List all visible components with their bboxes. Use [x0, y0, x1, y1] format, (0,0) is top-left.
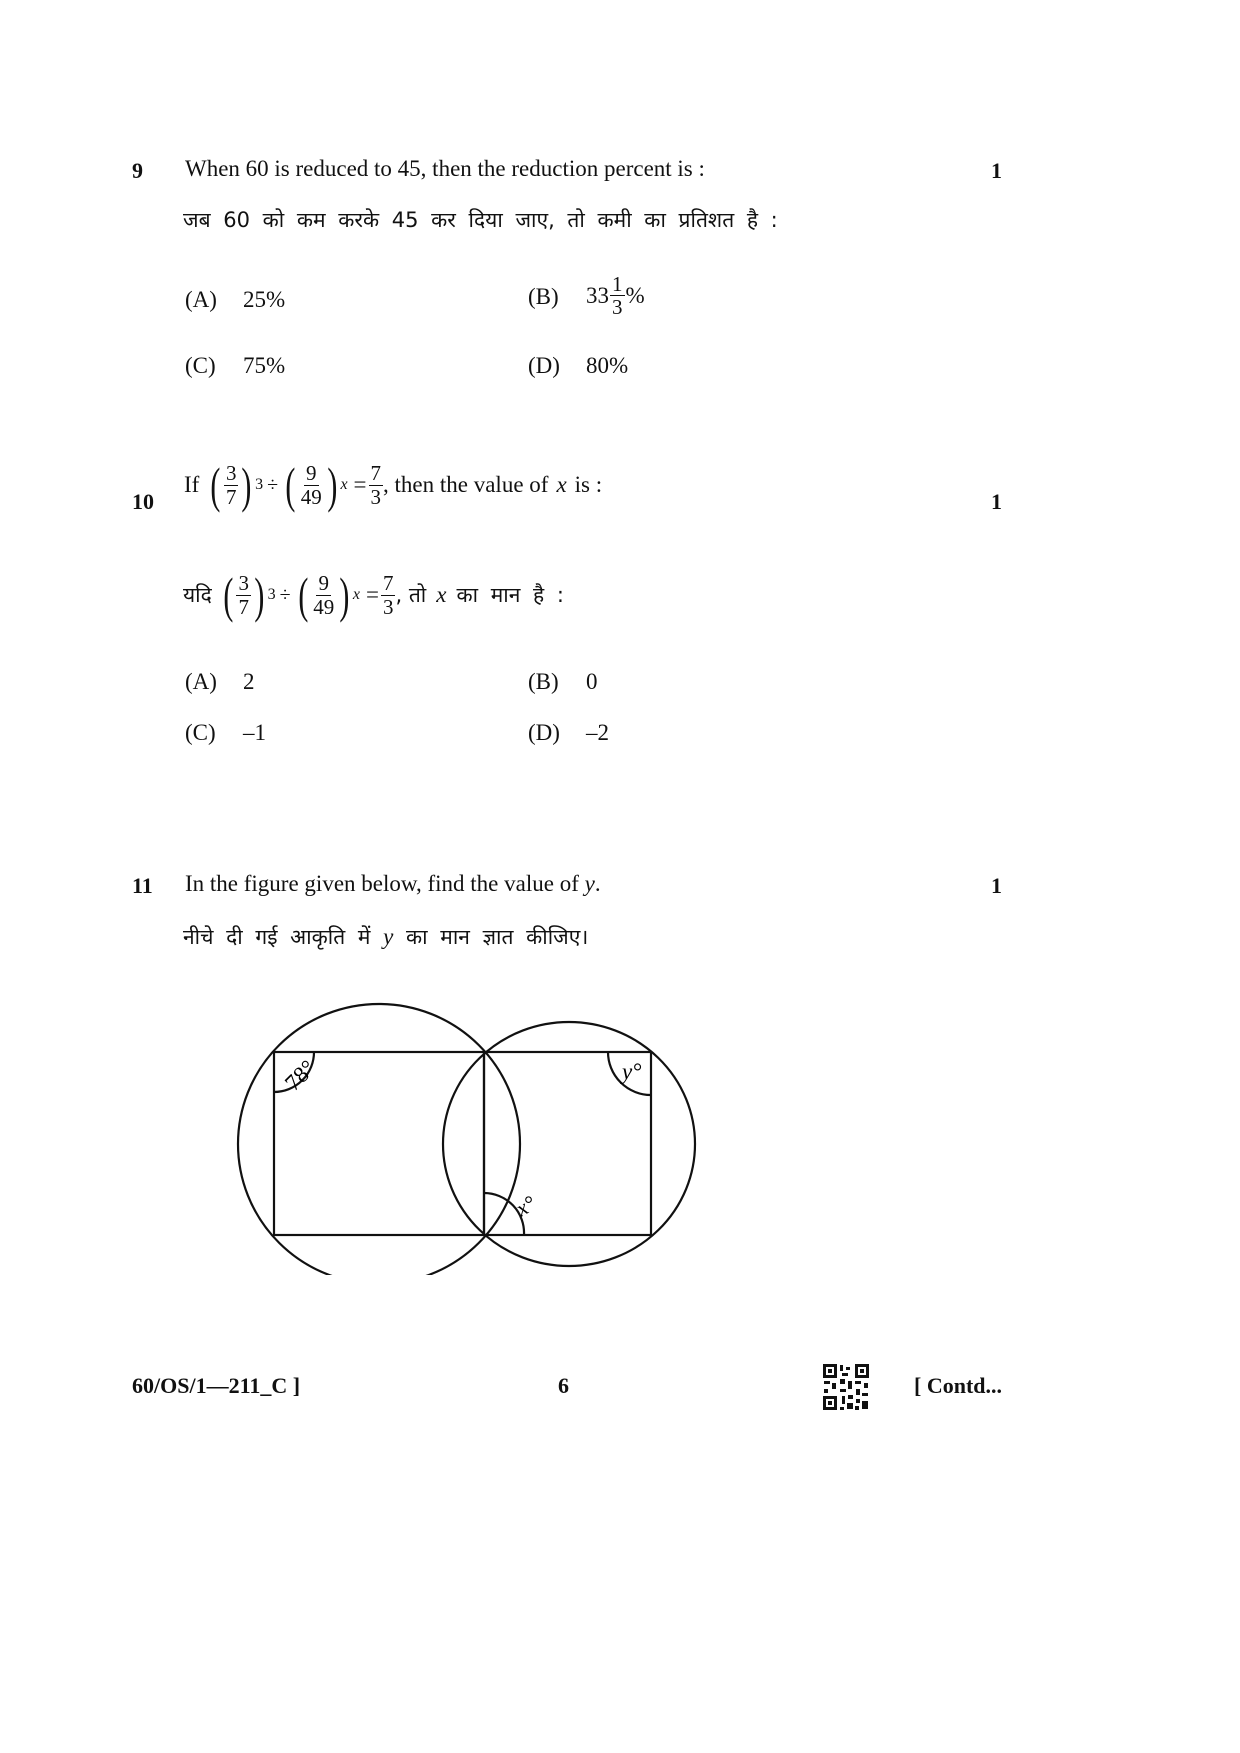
question-11-number: 11	[132, 873, 153, 898]
fraction-7-3: $\frac{7}{3}$	[370, 461, 382, 509]
fraction-3-7: $\frac{3}{7}$	[225, 461, 237, 509]
angle-label-y: y°	[622, 1059, 642, 1084]
q9-option-b[interactable]	[528, 273, 645, 318]
mixed-fraction: $\frac{1}{3}$	[612, 272, 623, 320]
option-label: (D)	[528, 720, 560, 745]
option-value: 0	[586, 669, 598, 694]
option-label: (C)	[185, 353, 216, 378]
mixed-whole: 33	[586, 282, 609, 308]
question-9-text-hindi: जब 60 को कम करके 45 कर दिया जाए, तो कमी का प्रतिशत है :	[183, 208, 778, 232]
question-11-marks: 1	[991, 873, 1002, 898]
option-value: –1	[243, 720, 266, 745]
question-10-number: 10	[132, 489, 154, 514]
qr-code-icon	[822, 1363, 870, 1411]
q10-option-d[interactable]	[528, 720, 609, 746]
angle-label-x: x°	[511, 1190, 540, 1222]
angle-label-78: 78°	[279, 1055, 321, 1096]
circles-rectangles-figure	[230, 995, 710, 1275]
q10-option-a[interactable]	[185, 669, 255, 695]
continued-label: [ Contd...	[914, 1373, 1003, 1398]
question-11-text-english: In the figure given below, find the value of y.	[185, 871, 601, 896]
option-label: (B)	[528, 669, 559, 694]
option-label: (A)	[185, 287, 217, 312]
question-9-marks: 1	[991, 158, 1002, 183]
q9-option-a[interactable]	[185, 287, 285, 313]
fraction-9-49: $\frac{9}{49}$	[300, 461, 322, 509]
question-10-marks: 1	[991, 489, 1002, 514]
percent-sign: %	[625, 282, 645, 308]
page-number: 6	[558, 1373, 569, 1398]
option-value: 2	[243, 669, 255, 694]
option-value: 75%	[243, 353, 286, 378]
option-label: (C)	[185, 720, 216, 745]
option-value: –2	[586, 720, 609, 745]
q10-option-b[interactable]	[528, 669, 598, 695]
question-9-text-english: When 60 is reduced to 45, then the reduction percent is :	[185, 156, 705, 181]
question-10-text-english: If ( $\frac{3}{7}$ ) 3 ÷ ( $\frac{9}{49}$ ) x = $\frac{7}{3}$ , then the value of x is :	[184, 457, 603, 513]
question-9-number: 9	[132, 158, 143, 183]
question-10-text-hindi: यदि ( $\frac{3}{7}$ ) 3 ÷ ( $\frac{9}{49}$ ) x = $\frac{7}{3}$ , तो x का मान है :	[183, 567, 564, 623]
q9-option-d[interactable]	[528, 353, 628, 379]
q10-option-c[interactable]	[185, 720, 266, 746]
q9-option-c[interactable]	[185, 353, 285, 379]
option-value: 80%	[586, 353, 629, 378]
question-11-text-hindi: नीचे दी गई आकृति में y का मान ज्ञात कीजिए।	[183, 924, 589, 949]
option-label: (D)	[528, 353, 560, 378]
option-label: (B)	[528, 284, 559, 310]
option-label: (A)	[185, 669, 217, 694]
paper-code: 60/OS/1—211_C ]	[132, 1373, 301, 1398]
right-circle	[443, 1022, 695, 1266]
option-value: 25%	[243, 287, 286, 312]
